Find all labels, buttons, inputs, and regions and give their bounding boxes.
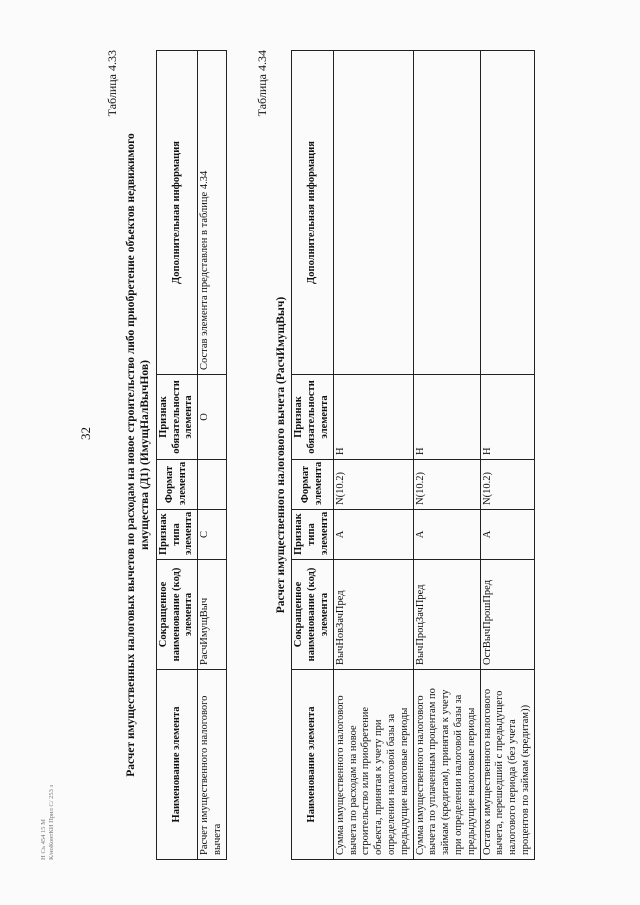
- table-header-row: [156, 51, 197, 860]
- table-cell: Н: [413, 375, 480, 460]
- table-cell: [198, 460, 227, 510]
- footnote-line: Н Съ 454 15 М: [40, 819, 47, 860]
- table-cell: Н: [480, 375, 534, 460]
- table-cell: Состав элемента представлен в таблице 4.34: [198, 51, 227, 375]
- table-cell: N(10.2): [333, 460, 413, 510]
- table-cell: А: [333, 510, 413, 560]
- table-cell: С: [198, 510, 227, 560]
- table-cell: О: [198, 375, 227, 460]
- table-4-33-block: [105, 50, 227, 860]
- column-header: Признак обязательности элемента: [156, 375, 197, 460]
- rotated-content: [105, 50, 595, 860]
- table-caption: Таблица 4.33: [105, 50, 119, 117]
- column-header: Сокращенное наименование (код) элемента: [156, 560, 197, 670]
- table-cell: А: [480, 510, 534, 560]
- table-row: [333, 51, 413, 860]
- footnote-line: К/ноКонтКИ Прил С/ 253 з: [47, 784, 55, 860]
- table-cell: А: [413, 510, 480, 560]
- column-header: Дополнительная информация: [292, 51, 333, 375]
- table-cell: РасчИмущВыч: [198, 560, 227, 670]
- table-cell: [413, 51, 480, 375]
- page-number: 32: [78, 427, 93, 440]
- table-cell: Н: [333, 375, 413, 460]
- table-cell: Сумма имущественного налогового вычета по уплаченным процентам по займам (кредитам), принятая к учету при определении налоговой базы за предыдущие налоговые периоды: [413, 670, 480, 860]
- column-header: Формат элемента: [156, 460, 197, 510]
- table-cell: N(10.2): [413, 460, 480, 510]
- table-4-33: [156, 50, 227, 860]
- table-cell: [333, 51, 413, 375]
- table-row: [480, 51, 534, 860]
- table-4-34: [291, 50, 534, 860]
- table-row: [198, 51, 227, 860]
- table-4-34-block: [255, 50, 535, 860]
- column-header: Признак типа элемента: [292, 510, 333, 560]
- column-header: Признак типа элемента: [156, 510, 197, 560]
- table-cell: Расчет имущественного налогового вычета: [198, 670, 227, 860]
- table-cell: ВычПроцЗачПред: [413, 560, 480, 670]
- table-cell: ВычНовЗачПред: [333, 560, 413, 670]
- table-caption: Таблица 4.34: [255, 50, 269, 117]
- table-title: [124, 50, 153, 860]
- table-title: Расчет имущественного налогового вычета (РасчИмущВыч): [275, 296, 287, 614]
- column-header: Дополнительная информация: [156, 51, 197, 375]
- column-header: Сокращенное наименование (код) элемента: [292, 560, 333, 670]
- column-header: Признак обязательности элемента: [292, 375, 333, 460]
- column-header: Наименование элемента: [156, 670, 197, 860]
- footnote: [40, 785, 56, 860]
- table-cell: Остаток имущественного налогового вычета, перешедший с предыдущего налогового периода (без учета процентов по займам (кредитам)): [480, 670, 534, 860]
- table-row: [413, 51, 480, 860]
- column-header: Наименование элемента: [292, 670, 333, 860]
- table-cell: [480, 51, 534, 375]
- table-title-line: Расчет имущественных налоговых вычетов по расходам на новое строительство либо приобретение объектов недвижимого: [125, 133, 137, 777]
- table-cell: Сумма имущественного налогового вычета по расходам на новое строительство или приобретение объекта, принятая к учету при определении налоговой базы за предыдущие налоговые периоды: [333, 670, 413, 860]
- table-title-line: имущества (Д1) (ИмущНалВычНов): [139, 360, 152, 550]
- table-cell: N(10.2): [480, 460, 534, 510]
- table-header-row: [292, 51, 333, 860]
- column-header: Формат элемента: [292, 460, 333, 510]
- table-cell: ОстВычПрошПред: [480, 560, 534, 670]
